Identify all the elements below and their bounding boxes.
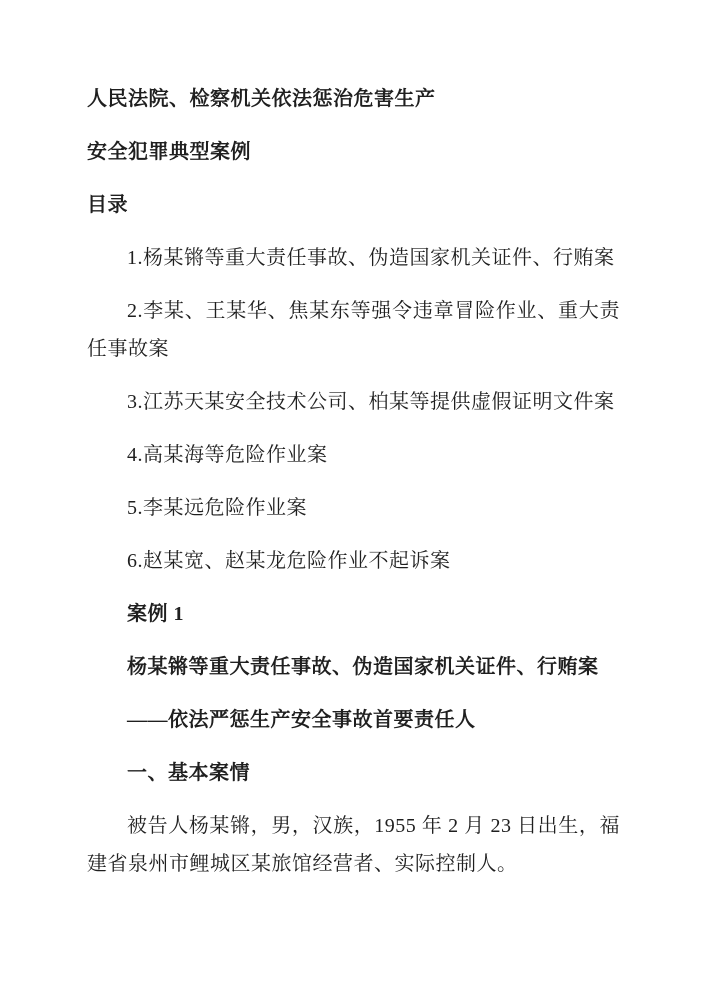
toc-item-3: 3.江苏天某安全技术公司、柏某等提供虚假证明文件案 [127, 391, 615, 413]
toc-item-2: 2.李某、王某华、焦某东等强令违章冒险作业、重大责任事故案 [87, 300, 620, 360]
case-label: 案例 1 [127, 603, 184, 625]
body-paragraph: 被告人杨某锵，男，汉族，1955 年 2 月 23 日出生，福建省泉州市鲤城区某旅馆经营者、实际控制人。 [87, 815, 620, 875]
doc-title-line1: 人民法院、检察机关依法惩治危害生产 [87, 88, 436, 110]
doc-title-line2: 安全犯罪典型案例 [87, 141, 251, 163]
toc-heading: 目录 [87, 194, 128, 216]
case-subtitle: ——依法严惩生产安全事故首要责任人 [127, 709, 476, 731]
toc-item-6: 6.赵某宽、赵某龙危险作业不起诉案 [127, 550, 451, 572]
case-title: 杨某锵等重大责任事故、伪造国家机关证件、行贿案 [127, 656, 599, 678]
section-heading: 一、基本案情 [127, 762, 250, 784]
toc-item-5: 5.李某远危险作业案 [127, 497, 307, 519]
toc-item-1: 1.杨某锵等重大责任事故、伪造国家机关证件、行贿案 [127, 247, 615, 269]
toc-item-4: 4.高某海等危险作业案 [127, 444, 328, 466]
